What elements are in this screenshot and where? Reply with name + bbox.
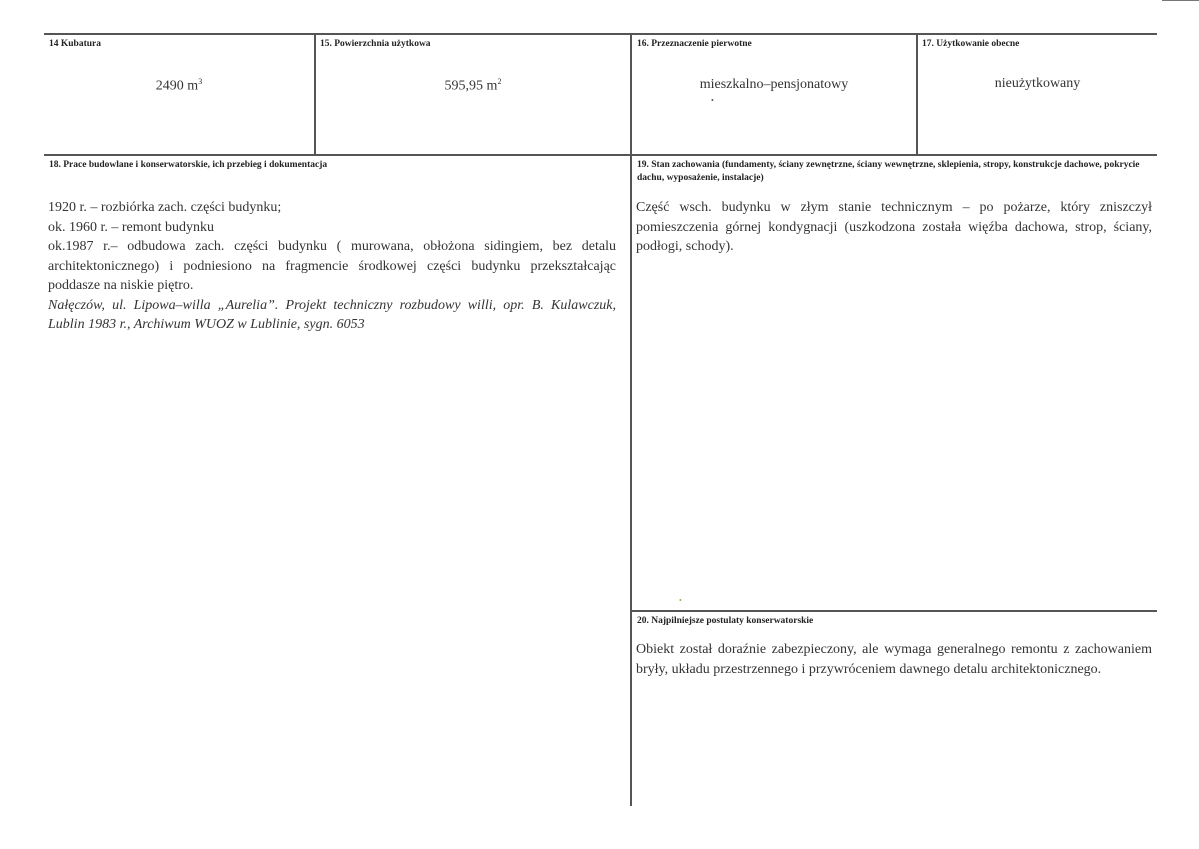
- field-18-label: 18. Prace budowlane i konserwatorskie, ich przebieg i dokumentacja: [49, 160, 328, 170]
- field-17-value: nieużytkowany: [994, 76, 1081, 91]
- field-15-number: 595,95 m: [444, 78, 498, 94]
- field-18-line: ok. 1960 r. – remont budynku: [48, 219, 215, 235]
- field-15-label: 15. Powierzchnia użytkowa: [320, 39, 431, 49]
- field-17-label: 17. Użytkowanie obecne: [922, 39, 1020, 49]
- field-18-reference: Nałęczów, ul. Lipowa–willa „Aurelia”. Projekt techniczny rozbudowy willi, opr. B. Kulawczuk, Lublin 1983 r., Archiwum WUOZ w Lublinie, sygn. 6053: [48, 297, 616, 332]
- field-15-value: [316, 77, 630, 95]
- page-edge-line: [1162, 0, 1199, 1]
- field-18-line: 1920 r. – rozbiórka zach. części budynku;: [48, 200, 282, 215]
- field-16-value: mieszkalno–pensjonatowy: [699, 77, 849, 92]
- field-19-label: 19. Stan zachowania (fundamenty, ściany zewnętrzne, ściany wewnętrzne, sklepienia, stropy, konstrukcje dachowe, pokrycie dachu, wyposażenie, instalacje): [637, 160, 1140, 183]
- field-20-label: 20. Najpilniejsze postulaty konserwatorskie: [637, 616, 814, 626]
- field-19-content: Część wsch. budynku w złym stanie technicznym – po pożarze, który zniszczył pomieszczenia górnej kondygnacji (uszkodzona została więźba dachowa, strop, ściany, podłogi, schody).: [636, 200, 1152, 254]
- row1-bottom-rule: [44, 154, 1157, 156]
- field-16-label: 16. Przeznaczenie pierwotne: [637, 39, 752, 49]
- field-14-unit-exponent: 3: [198, 77, 203, 86]
- divider-3: [916, 33, 918, 156]
- divider-2: [630, 33, 632, 806]
- top-rule: [44, 33, 1157, 35]
- f20-top-rule: [632, 610, 1157, 612]
- scan-speck: •: [679, 596, 682, 605]
- field-18-content: [48, 198, 616, 335]
- field-14-value: [44, 77, 314, 95]
- field-15-unit-exponent: 2: [497, 77, 502, 86]
- field-18-line: ok.1987 r.– odbudowa zach. części budynku ( murowana, obłożona sidingiem, bez detalu architektonicznego) i podniesiono na fragmencie środkowej części budynku przekształcając poddasze na niskie piętro.: [48, 239, 616, 293]
- field-14-label: 14 Kubatura: [49, 39, 101, 49]
- field-20-content: Obiekt został doraźnie zabezpieczony, ale wymaga generalnego remontu z zachowaniem bryły, układu przestrzennego i przywróceniem dawnego detalu architektonicznego.: [636, 642, 1152, 677]
- scan-speck: •: [711, 96, 714, 105]
- field-14-number: 2490 m: [155, 78, 199, 94]
